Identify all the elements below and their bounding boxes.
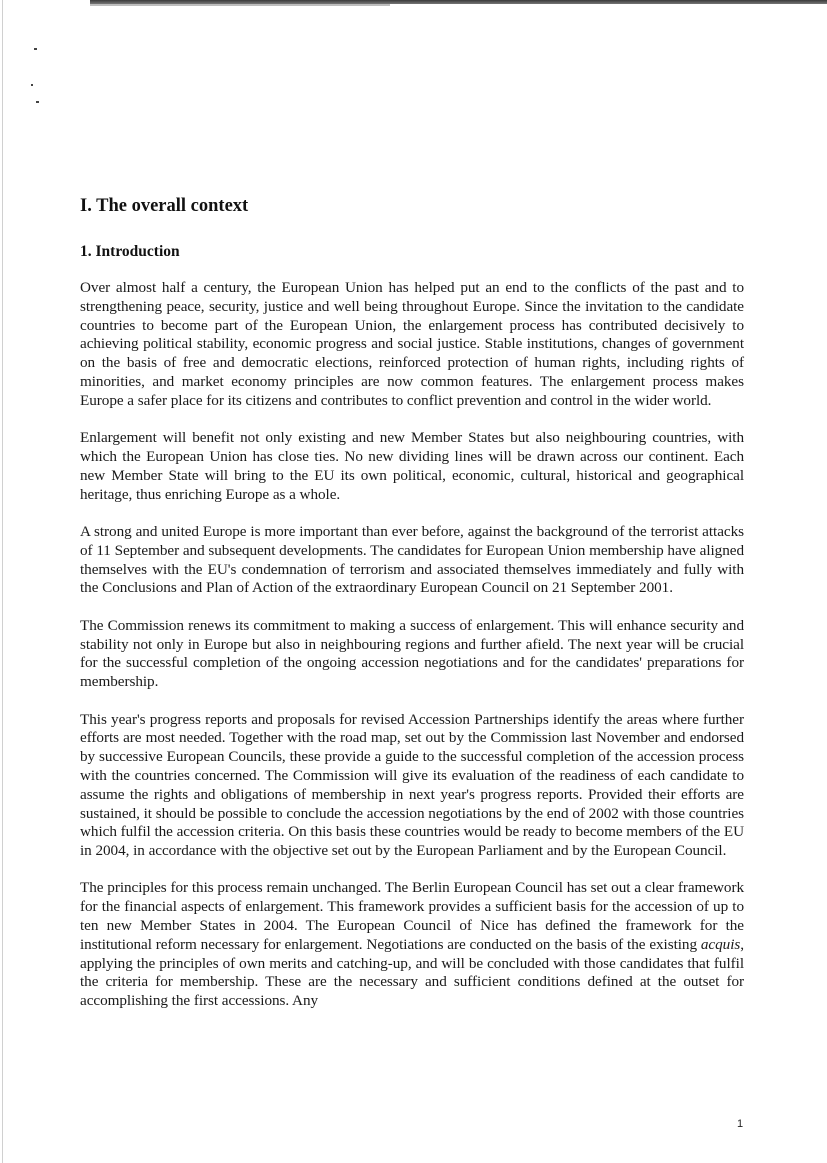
scan-top-border-shadow xyxy=(90,4,390,6)
document-page xyxy=(80,196,744,1030)
paragraph-text: The principles for this process remain unchanged. The Berlin European Council has set out a clear framework for the financial aspects of enlargement. This framework provides a sufficient basis for the accession of up to ten new Member States in 2004. The European Council of Nice has defined the framework for the institutional reform necessary for enlargement. Negotiations are conducted on the basis of the existing xyxy=(80,879,744,953)
paragraph-last xyxy=(80,879,744,1011)
page-number: 1 xyxy=(737,1118,744,1130)
section-heading: I. The overall context xyxy=(80,196,249,216)
paragraph: Over almost half a century, the European Union has helped put an end to the conflicts of the past and to strengthening peace, security, justice and well being throughout Europe. Since the invitation to the candidate countries to become part of the European Union, the enlargement process has contributed decisively to achieving political stability, economic progress and social justice. Stable institutions, changes of government on the basis of free and democratic elections, reinforced protection of human rights, including rights of minorities, and market economy principles are now common features. The enlargement process makes Europe a safer place for its citizens and contributes to conflict prevention and control in the wider world. xyxy=(80,279,744,409)
paragraph: The Commission renews its commitment to making a success of enlargement. This will enhance security and stability not only in Europe but also in neighbouring regions and further afield. The next year will be crucial for the successful completion of the ongoing accession negotiations and for the candidates' preparations for membership. xyxy=(80,616,744,691)
scan-speck xyxy=(31,84,33,86)
paragraph: This year's progress reports and proposals for revised Accession Partnerships identify the areas where further efforts are most needed. Together with the road map, set out by the Commission last November and endorsed by successive European Councils, these provide a guide to the successful completion of the accession process with the countries concerned. The Commission will give its evaluation of the readiness of each candidate to assume the rights and obligations of membership in next year's progress reports. Provided their efforts are sustained, it should be possible to conclude the accession negotiations by the end of 2002 with those countries which fulfil the accession criteria. On this basis these countries would be ready to become members of the EU in 2004, in accordance with the objective set out by the European Parliament and by the European Council. xyxy=(80,710,744,860)
paragraph: A strong and united Europe is more important than ever before, against the background of the terrorist attacks of 11 September and subsequent developments. The candidates for European Union membership have aligned themselves with the EU's condemnation of terrorism and associated themselves immediately and fully with the Conclusions and Plan of Action of the extraordinary European Council on 21 September 2001. xyxy=(80,522,744,597)
scan-left-edge xyxy=(2,0,3,1163)
paragraph-text: , applying the principles of own merits and catching-up, and will be concluded with those candidates that fulfil the criteria for membership. These are the necessary and sufficient conditions defined at the outset for accomplishing the first accessions. Any xyxy=(80,935,744,1010)
scan-speck xyxy=(36,101,39,103)
paragraph: Enlargement will benefit not only existing and new Member States but also neighbouring countries, with which the European Union has close ties. No new dividing lines will be drawn across our continent. Each new Member State will bring to the EU its own political, economic, cultural, historical and geographical heritage, thus enriching Europe as a whole. xyxy=(80,429,744,503)
subsection-heading: 1. Introduction xyxy=(80,243,180,260)
italic-term: acquis xyxy=(700,935,741,953)
scan-speck xyxy=(34,48,37,50)
